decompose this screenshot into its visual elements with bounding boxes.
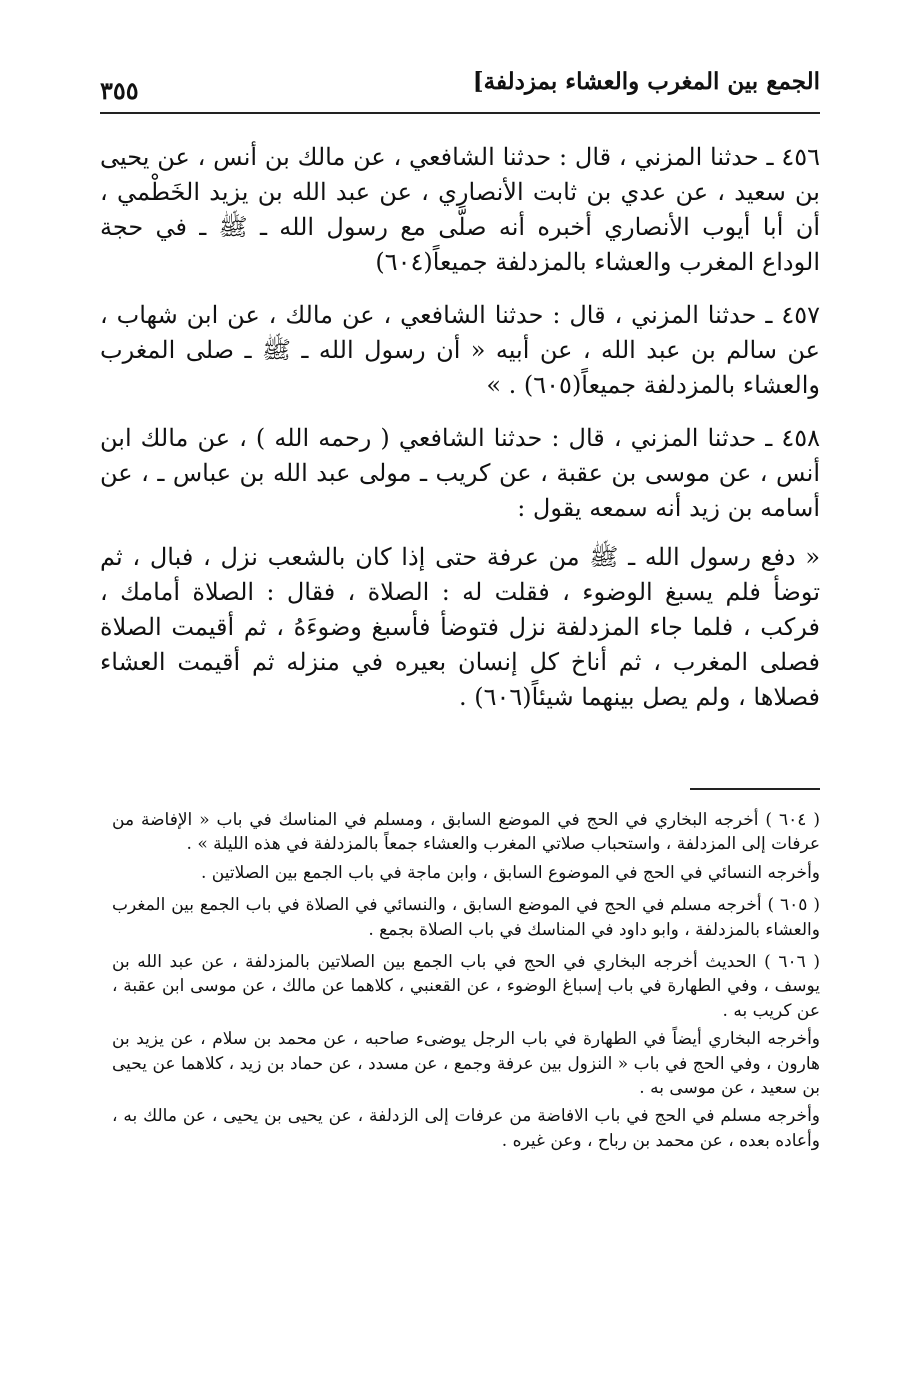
footnote-604-continued: وأخرجه النسائي في الحج في الموضوع السابق ، وابن ماجة في باب الجمع بين الصلاتين . [200,862,820,883]
hadith-458: ٤٥٨ ـ حدثنا المزني ، قال : حدثنا الشافعي ( رحمه الله ) ، عن مالك ابن أنس ، عن موسى بن عقبة ، عن كريب ـ مولى عبد الله بن عباس ـ ، عن أسامه بن زيد أنه سمعه يقول : [100,424,820,522]
header-title: الجمع بين المغرب والعشاء بمزدلفة] [472,68,820,95]
footnote-606: ( ٦٠٦ ) الحديث أخرجه البخاري في الحج في باب الجمع بين الصلاتين بالمزدلفة ، عن عبد الله بن يوسف ، وفي الطهارة في باب إسباغ الوضوء ، عن القعنبي ، كلاهما عن مالك ، عن موسى ابن عقبة ، عن كريب به . [112,952,820,1021]
footnote-605: ( ٦٠٥ ) أخرجه مسلم في الحج في الموضع السابق ، والنسائي في الصلاة في باب الجمع بين المغرب والعشاء بالمزدلفة ، وابو داود في المناسك في باب الصلاة بجمع . [112,895,820,940]
header-divider [100,112,820,114]
footnotes [112,808,820,1161]
footnote-604: ( ٦٠٤ ) أخرجه البخاري في الحج في الموضع السابق ، ومسلم في المناسك في باب « الإفاضة من عرفات إلى المزدلفة ، واستحباب صلاتي المغرب والعشاء جمعاً بالمزدلفة في هذه الليلة » . [112,810,821,855]
hadith-456: ٤٥٦ ـ حدثنا المزني ، قال : حدثنا الشافعي ، عن مالك بن أنس ، عن يحيى بن سعيد ، عن عدي بن ثابت الأنصاري ، عن عبد الله بن يزيد الخَطْمي ، أن أبا أيوب الأنصاري أخبره أنه صلَّى مع رسول الله ـ ﷺ ـ في حجة الوداع المغرب والعشاء بالمزدلفة جميعاً(٦٠٤) [100,143,820,276]
footnote-divider [690,788,820,790]
page-number: ٣٥٥ [100,76,139,105]
hadith-458-quote: « دفع رسول الله ـ ﷺ من عرفة حتى إذا كان بالشعب نزل ، فبال ، ثم توضأ فلم يسبغ الوضوء ، فقلت له : الصلاة ، فقال : الصلاة أمامك ، فركب ، فلما جاء المزدلفة نزل فتوضأ فأسبغ وضوءَهُ ، ثم أقيمت الصلاة فصلى المغرب ، ثم أناخ كل إنسان بعيره في منزله ثم أقيمت العشاء فصلاها ، ولم يصل بينهما شيئاً(٦٠٦) . [100,543,820,711]
hadith-457: ٤٥٧ ـ حدثنا المزني ، قال : حدثنا الشافعي ، عن مالك ، عن ابن شهاب ، عن سالم بن عبد الله ، عن أبيه « أن رسول الله ـ ﷺ ـ صلى المغرب والعشاء بالمزدلفة جميعاً(٦٠٥) . » [100,301,820,399]
main-text [100,140,820,733]
running-header [100,68,820,118]
footnote-606-continued-2: وأخرجه مسلم في الحج في باب الافاضة من عرفات إلى الزدلفة ، عن يحيى بن يحيى ، عن مالك به ، وأعاده بعده ، عن محمد بن رباح ، وعن غيره . [112,1106,820,1151]
footnote-606-continued-1: وأخرجه البخاري أيضاً في الطهارة في باب الرجل يوضىء صاحبه ، عن محمد بن سلام ، عن يزيد بن هارون ، وفي الحج في باب « النزول بين عرفة وجمع ، عن مسدد ، عن حماد بن زيد ، كلاهما عن يحيى بن سعيد ، عن موسى به . [112,1029,820,1099]
